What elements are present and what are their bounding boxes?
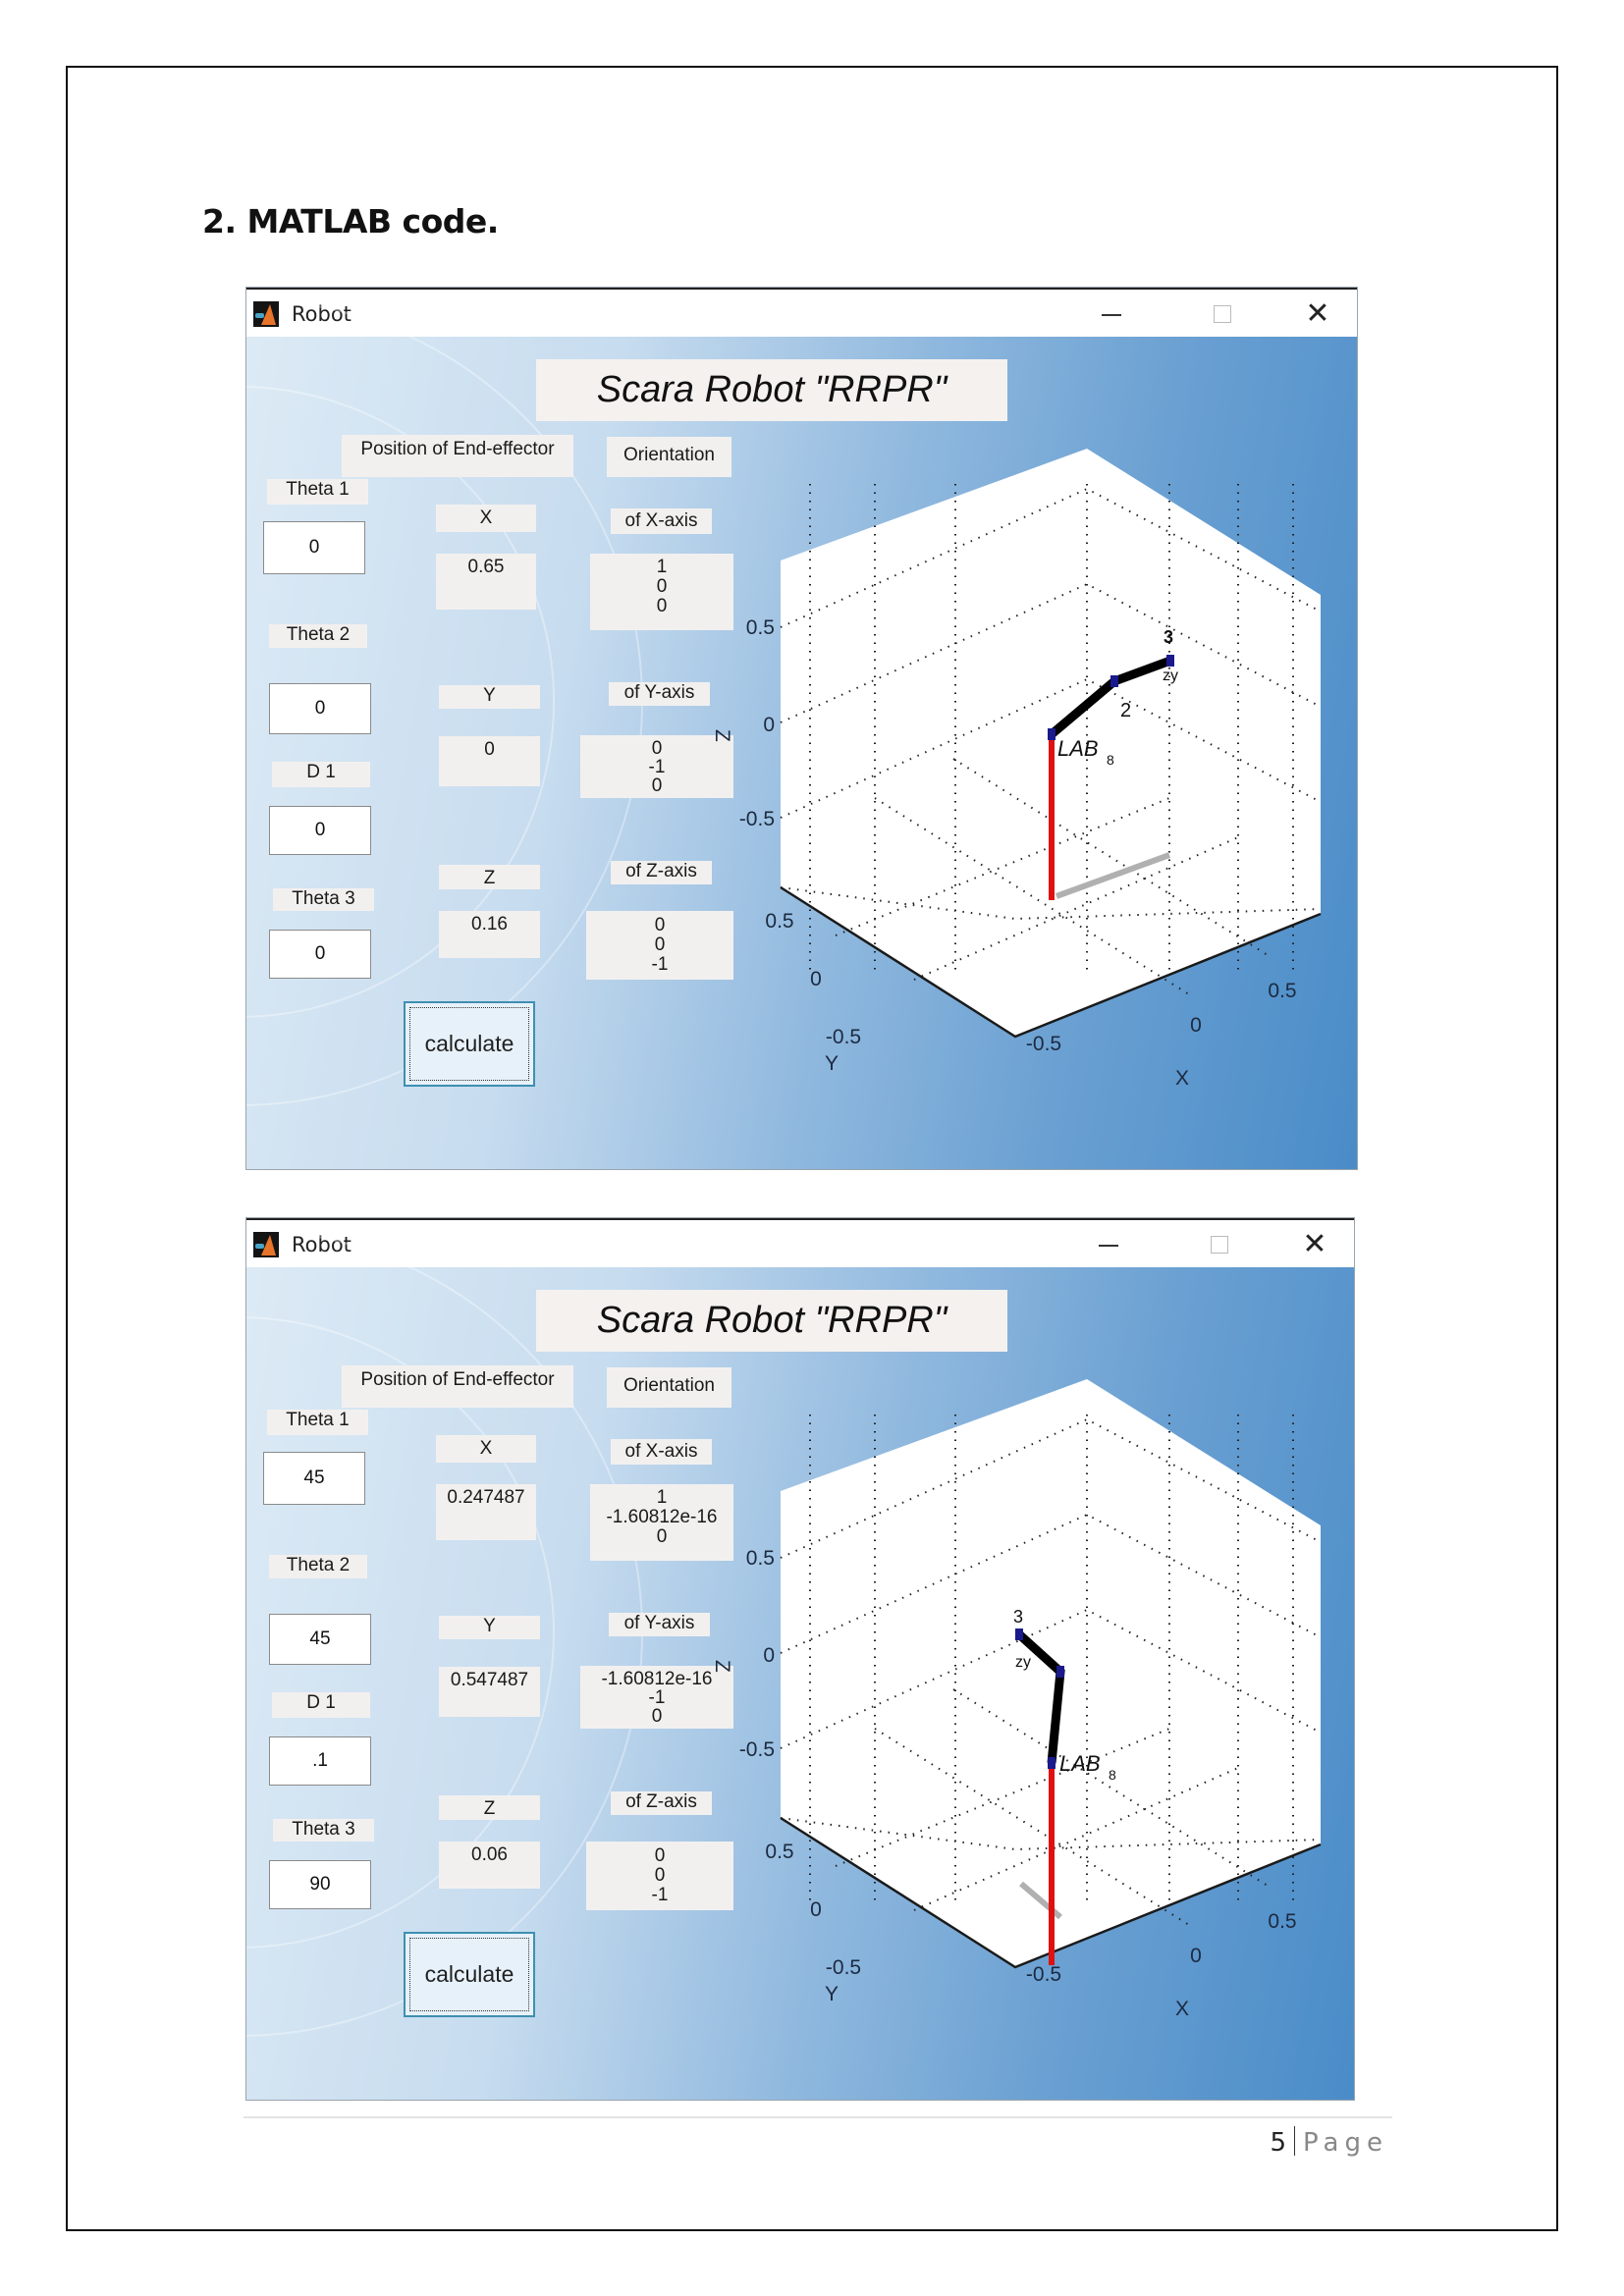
d1-label: D 1 [272, 762, 370, 787]
gui-panel [246, 337, 1357, 1169]
x-tick-label: 0.5 [1268, 1910, 1297, 1933]
gui-title: Scara Robot "RRPR" [536, 1290, 1007, 1352]
y-tick-label: 0 [810, 968, 822, 990]
window-title: Robot [292, 1233, 352, 1256]
vector-component: 1 [656, 557, 668, 577]
vector-component: 0 [654, 1865, 666, 1886]
position-section-label: Position of End-effector [342, 435, 573, 477]
x-tick-label: -0.5 [1025, 1033, 1062, 1055]
z-tick-label: 0.5 [745, 1547, 775, 1570]
vector-component: 0 [651, 1706, 663, 1727]
vector-component: 0 [651, 738, 663, 759]
theta3-label: Theta 3 [273, 888, 374, 911]
vector-component: -1 [648, 1687, 666, 1708]
gui-panel [246, 1267, 1354, 2100]
y-axis-orientation-label: of Y-axis [609, 682, 710, 706]
joint-marker [1056, 1666, 1064, 1678]
end-effector-label: 3 [1164, 627, 1174, 647]
z-axis-label: Z [711, 729, 733, 742]
base-label-sub: 8 [1109, 1767, 1116, 1783]
z-axis-label: Z [711, 1660, 733, 1673]
x-axis-label: X [1175, 1998, 1190, 2020]
robot-3d-plot[interactable] [246, 1218, 1355, 2101]
y-tick-label: 0.5 [765, 1841, 794, 1863]
vector-component: -1.60812e-16 [606, 1507, 718, 1527]
x-tick-label: 0.5 [1268, 980, 1297, 1002]
vector-component: -1.60812e-16 [601, 1669, 713, 1689]
z-tick-label: 0 [763, 714, 775, 736]
window-title: Robot [292, 302, 352, 326]
x-tick-label: 0 [1190, 1014, 1202, 1037]
joint-marker [1048, 1757, 1056, 1769]
frame-label: zy [1163, 667, 1178, 684]
y-tick-label: 0 [810, 1898, 822, 1921]
y-value: 0 [439, 736, 540, 786]
z-tick-label: -0.5 [738, 808, 775, 830]
theta3-label: Theta 3 [273, 1819, 374, 1842]
robot-3d-plot[interactable] [246, 288, 1358, 1170]
z-tick-label: -0.5 [738, 1738, 775, 1761]
x-axis-orientation-label: of X-axis [611, 1439, 712, 1465]
vector-component: 0 [651, 775, 663, 796]
y-tick-label: 0.5 [765, 910, 794, 933]
theta2-label: Theta 2 [269, 1555, 367, 1578]
page-label: Page [1303, 2128, 1388, 2158]
robot-window-1 [245, 287, 1358, 1170]
x-tick-label: -0.5 [1025, 1963, 1062, 1986]
y-tick-label: -0.5 [825, 1026, 862, 1048]
vector-component: 0 [654, 915, 666, 935]
x-label: X [436, 505, 536, 532]
joint-marker [1166, 655, 1174, 667]
vector-component: -1 [651, 1885, 669, 1905]
x-tick-label: 0 [1190, 1945, 1202, 1967]
close-button[interactable]: ✕ [1302, 1228, 1327, 1260]
vector-component: -1 [651, 954, 669, 975]
y-tick-label: -0.5 [825, 1956, 862, 1979]
robot-window-2 [245, 1217, 1355, 2101]
theta2-label: Theta 2 [269, 624, 367, 648]
vector-component: 0 [656, 1526, 668, 1547]
vector-component: 0 [656, 596, 668, 616]
y-label: Y [439, 685, 540, 709]
page-number: 5 [1270, 2128, 1287, 2158]
joint-marker [1048, 728, 1056, 740]
joint-marker [1015, 1629, 1023, 1640]
z-axis-orientation-label: of Z-axis [611, 1791, 712, 1815]
vector-component: 0 [656, 576, 668, 597]
vector-component: 0 [654, 1845, 666, 1866]
base-label-sub: 8 [1107, 752, 1114, 768]
orientation-section-label: Orientation [607, 1367, 731, 1408]
z-label: Z [439, 1795, 540, 1820]
z-axis-orientation-label: of Z-axis [611, 861, 712, 884]
end-effector-label: 3 [1013, 1607, 1024, 1627]
y-axis-label: Y [825, 1052, 839, 1075]
x-label: X [436, 1435, 536, 1463]
vector-component: -1 [648, 757, 666, 777]
y-value: 0.547487 [439, 1667, 540, 1717]
vector-component: 0 [654, 934, 666, 955]
theta1-label: Theta 1 [267, 1410, 368, 1435]
x-axis-orientation-label: of X-axis [611, 508, 712, 534]
z-label: Z [439, 865, 540, 889]
y-axis-orientation-label: of Y-axis [609, 1613, 710, 1636]
z-tick-label: 0.5 [745, 616, 775, 639]
y-label: Y [439, 1616, 540, 1639]
x-value: 0.65 [436, 554, 536, 610]
z-value: 0.16 [439, 911, 540, 958]
close-button[interactable]: ✕ [1305, 297, 1330, 330]
d1-label: D 1 [272, 1692, 370, 1718]
vector-component: 1 [656, 1487, 668, 1508]
joint-marker [1110, 675, 1118, 687]
theta1-label: Theta 1 [267, 479, 368, 505]
y-axis-label: Y [825, 1983, 839, 2005]
footer-separator [1294, 2126, 1295, 2156]
footer-divider [244, 2116, 1392, 2118]
gui-title: Scara Robot "RRPR" [536, 359, 1007, 421]
base-label: LAB [1057, 736, 1099, 761]
calculate-button[interactable]: calculate [404, 1001, 535, 1087]
base-label: LAB [1059, 1751, 1101, 1776]
page-footer [1271, 2126, 1389, 2158]
position-section-label: Position of End-effector [342, 1365, 573, 1408]
x-axis-label: X [1175, 1067, 1190, 1090]
x-value: 0.247487 [436, 1484, 536, 1540]
section-heading: 2. MATLAB code. [202, 202, 499, 240]
orientation-section-label: Orientation [607, 437, 731, 477]
z-tick-label: 0 [763, 1644, 775, 1667]
frame-label: zy [1015, 1654, 1031, 1671]
calculate-button[interactable]: calculate [404, 1932, 535, 2017]
z-value: 0.06 [439, 1842, 540, 1889]
joint-2-label: 2 [1120, 700, 1132, 721]
